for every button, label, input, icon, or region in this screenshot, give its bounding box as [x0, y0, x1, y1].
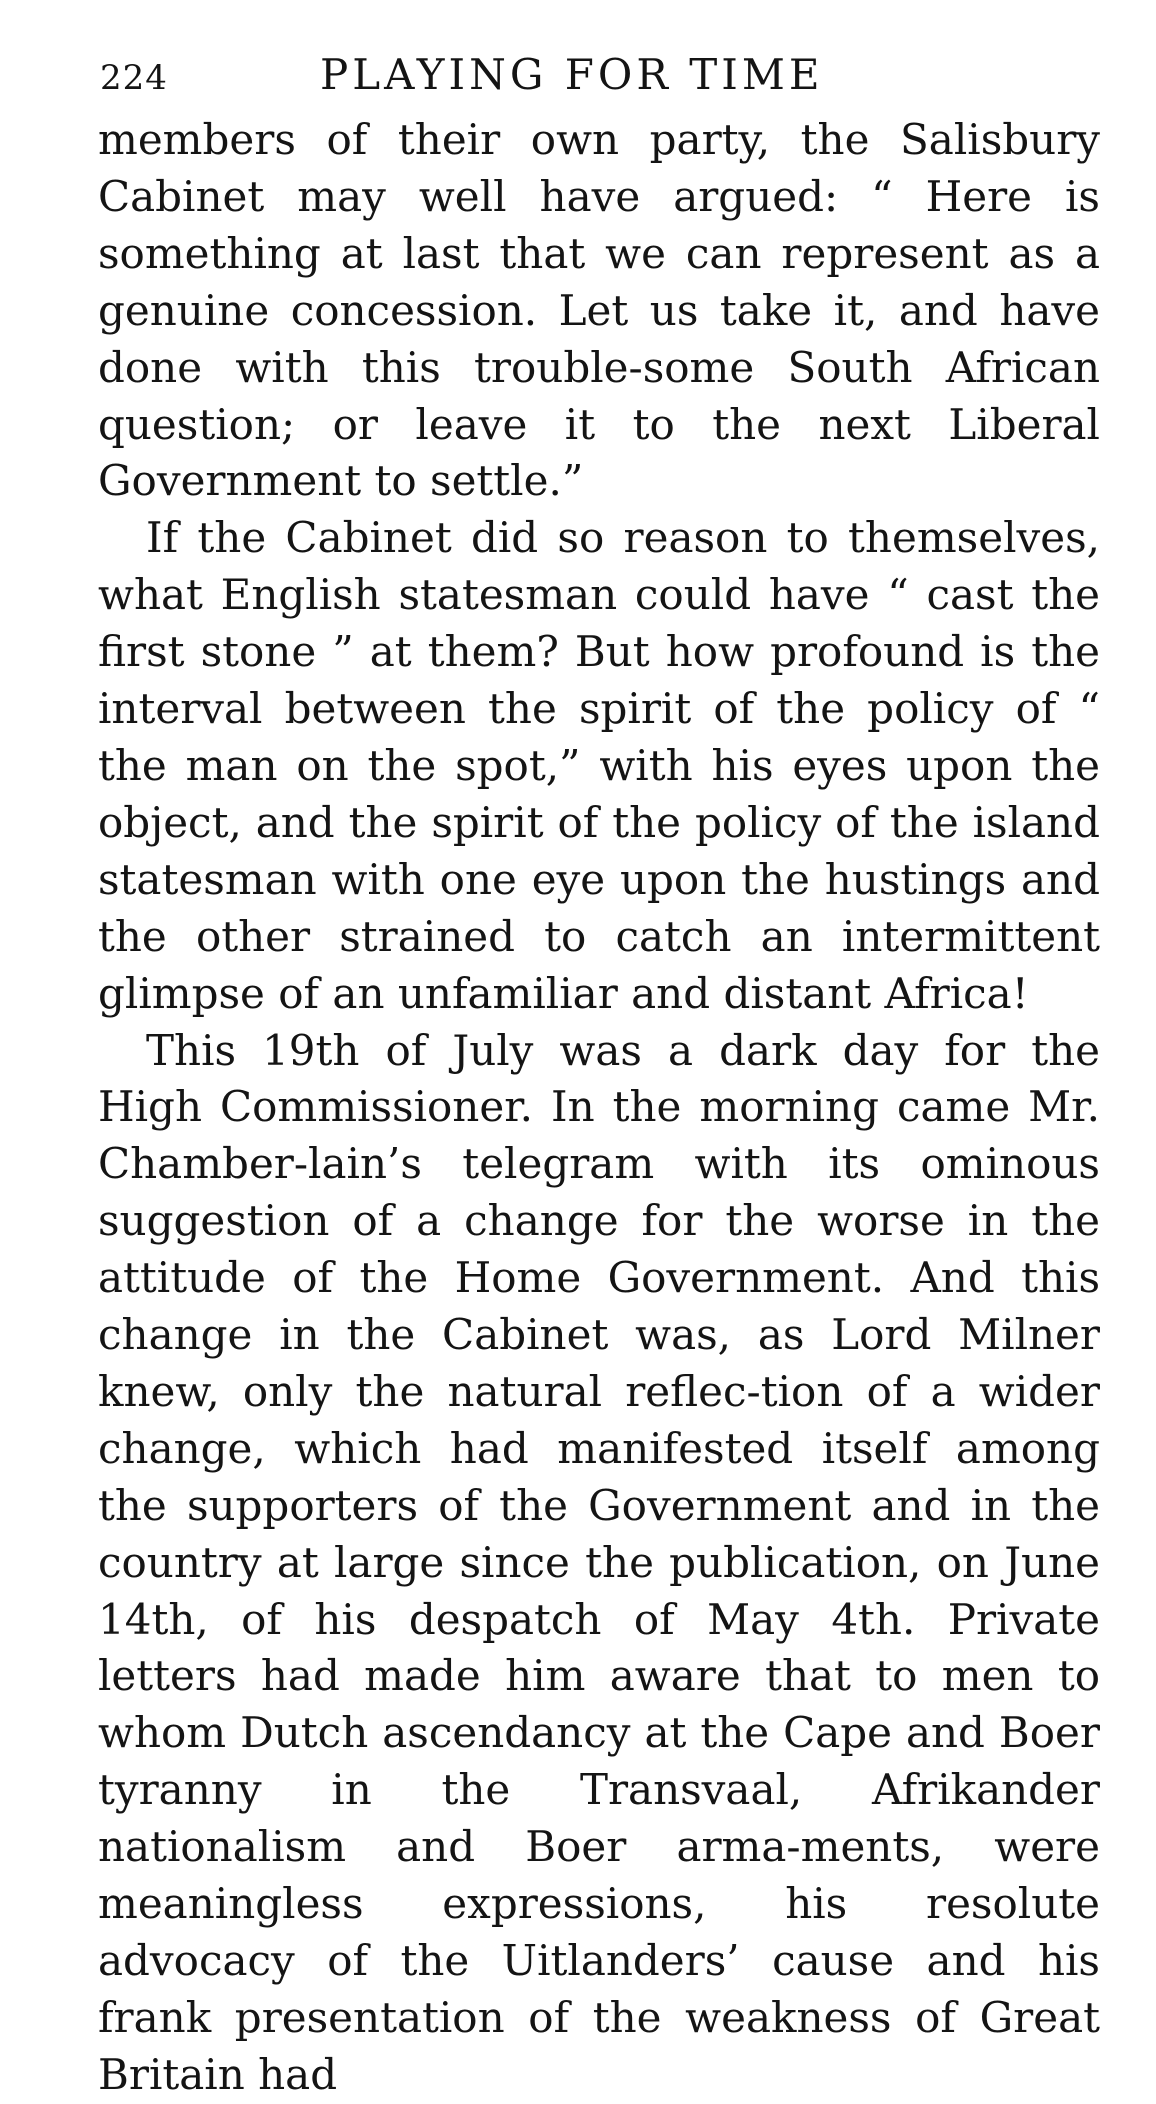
running-title: PLAYING FOR TIME — [320, 50, 824, 99]
body-text — [98, 112, 1100, 2104]
page-number: 224 — [100, 58, 168, 98]
paragraph-continued: members of their own party, the Salisbury Cabinet may well have argued: “ Here is something at last that we can represent as a genuine concession. Let us take it, and have done with this trouble-some South African question; or leave it to the next Liberal Government to settle.” — [98, 115, 1100, 506]
running-head — [100, 50, 1100, 110]
paragraph-cabinet-reasoning: If the Cabinet did so reason to themselves, what English statesman could have “ cast the first stone ” at them? But how profound is the interval between the spirit of the policy of “ the man on the spot,” with his eyes upon the object, and the spirit of the policy of the island statesman with one eye upon the hustings and the other strained to catch an intermittent glimpse of an unfamiliar and distant Africa! — [98, 513, 1100, 1018]
paragraph-nineteenth-july: This 19th of July was a dark day for the High Commissioner. In the morning came Mr. Chamber-lain’s telegram with its ominous suggestion of a change for the worse in the attitude of the Home Government. And this change in the Cabinet was, as Lord Milner knew, only the natural reflec-tion of a wider change, which had manifested itself among the supporters of the Government and in the country at large since the publication, on June 14th, of his despatch of May 4th. Private letters had made him aware that to men to whom Dutch ascendancy at the Cape and Boer tyranny in the Transvaal, Afrikander nationalism and Boer arma-ments, were meaningless expressions, his resolute advocacy of the Uitlanders’ cause and his frank presentation of the weakness of Great Britain had — [98, 1025, 1100, 2099]
